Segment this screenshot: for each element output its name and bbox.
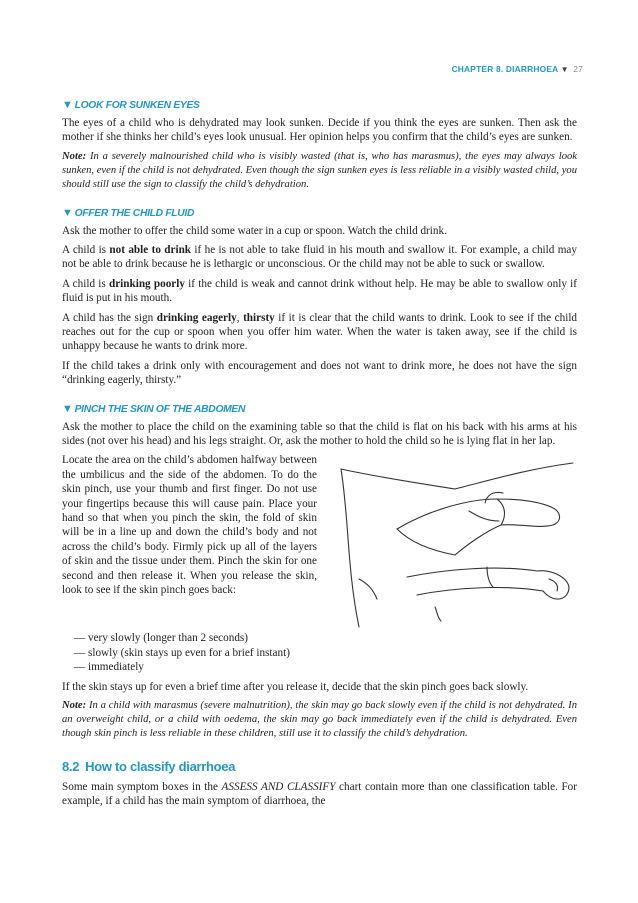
triangle-down-icon: ▼	[62, 206, 73, 219]
section-heading-skin-pinch: ▼ PINCH THE SKIN OF THE ABDOMEN	[62, 402, 246, 415]
sign-not-able-to-drink: not able to drink	[109, 243, 192, 256]
note-text: In a child with marasmus (severe malnutrition), the skin may go back slowly even if the child is not dehydrated. In an overweight child, or a child with oedema, the skin may go back immediately even if the child is dehydrated. Even though skin pinch is less reliable in these children, still use it to classify the child’s dehydration.	[62, 700, 577, 739]
running-head	[452, 64, 583, 74]
page-body	[62, 99, 577, 814]
paragraph: Ask the mother to offer the child some water in a cup or spoon. Watch the child drink.	[62, 224, 447, 237]
note-label: Note:	[62, 700, 87, 712]
sign-drinking-eagerly: drinking eagerly	[156, 311, 237, 324]
section-number: 8.2	[62, 758, 80, 774]
paragraph: A child is not able to drink if he is not able to take fluid in his mouth and swallow it. For example, a child may not be able to drink because he is lethargic or unconscious. Or the child may not be able to suck or swallow.	[62, 243, 577, 271]
list-item: — very slowly (longer than 2 seconds)	[74, 632, 248, 645]
paragraph: The eyes of a child who is dehydrated may look sunken. Decide if you think the eyes are sunken. Then ask the mother if she thinks her child’s eyes look unusual. Her opinion helps you confirm that the child’s eyes are sunken.	[62, 117, 577, 144]
note-paragraph	[62, 150, 577, 192]
sign-thirsty: thirsty	[243, 311, 275, 324]
note-text: In a severely malnourished child who is visibly wasted (that is, who has marasmus), the eyes may always look sunken, even if the child is not dehydrated. Even though the sign sunken eyes is less reliable in a visibly wasted child, you should still use the sign to classify the child’s dehydration.	[62, 150, 577, 190]
skin-pinch-options	[74, 631, 577, 674]
paragraph: Ask the mother to place the child on the examining table so that the child is flat on his back with his arms at his sides (not over his head) and his legs straight. Or, ask the mother to hold the child so he is lying flat in her lap.	[62, 420, 577, 447]
sign-drinking-poorly: drinking poorly	[108, 277, 185, 290]
triangle-down-icon: ▼	[62, 99, 73, 111]
skin-pinch-illustration	[337, 459, 577, 631]
page-number: 27	[573, 64, 583, 74]
chapter-title: CHAPTER 8. DIARRHOEA	[451, 64, 559, 74]
triangle-down-icon: ▼	[62, 402, 73, 415]
paragraph: Locate the area on the child’s abdomen halfway between the umbilicus and the side of the abdomen. To do the skin pinch, use your thumb and first finger. Do not use your fingertips because this will cause pain. Place your hand so that when you pinch the skin, the fold of skin will be in a line up and down the child’s body and not across the child’s body. Firmly pick up all of the layers of skin and the tissue under them. Pinch the skin for one second and then release it. When you release the skin, look to see if the skin pinch goes back:	[62, 454, 317, 597]
chart-name: ASSESS AND CLASSIFY	[221, 780, 336, 793]
note-label: Note:	[62, 150, 87, 162]
note-paragraph	[62, 699, 577, 741]
paragraph: Some main symptom boxes in the ASSESS AND CLASSIFY chart contain more than one classification table. For example, if a child has the main symptom of diarrhoea, the	[62, 780, 578, 808]
paragraph: If the child takes a drink only with encouragement and does not want to drink more, he does not have the sign “drinking eagerly, thirsty.”	[62, 359, 577, 387]
section-heading-offer-fluid: ▼ OFFER THE CHILD FLUID	[62, 206, 195, 219]
paragraph: If the skin stays up for even a brief time after you release it, decide that the skin pinch goes back slowly.	[62, 680, 529, 693]
triangle-icon: ▼	[560, 65, 569, 74]
paragraph: A child has the sign drinking eagerly, thirsty if it is clear that the child wants to drink. Look to see if the child reaches out for the cup or spoon when you offer him water. When the water is taken away, see if the child is unhappy because he wants to drink more.	[62, 311, 578, 353]
section-heading-classify	[62, 759, 577, 774]
skin-pinch-block	[62, 453, 577, 631]
list-item: — immediately	[74, 661, 144, 674]
section-heading-sunken-eyes: ▼ LOOK FOR SUNKEN EYES	[62, 99, 200, 111]
paragraph: A child is drinking poorly if the child is weak and cannot drink without help. He may be able to swallow only if fluid is put in his mouth.	[62, 277, 577, 305]
section-title: How to classify diarrhoea	[85, 758, 236, 774]
list-item: — slowly (skin stays up even for a brief instant)	[74, 646, 290, 659]
